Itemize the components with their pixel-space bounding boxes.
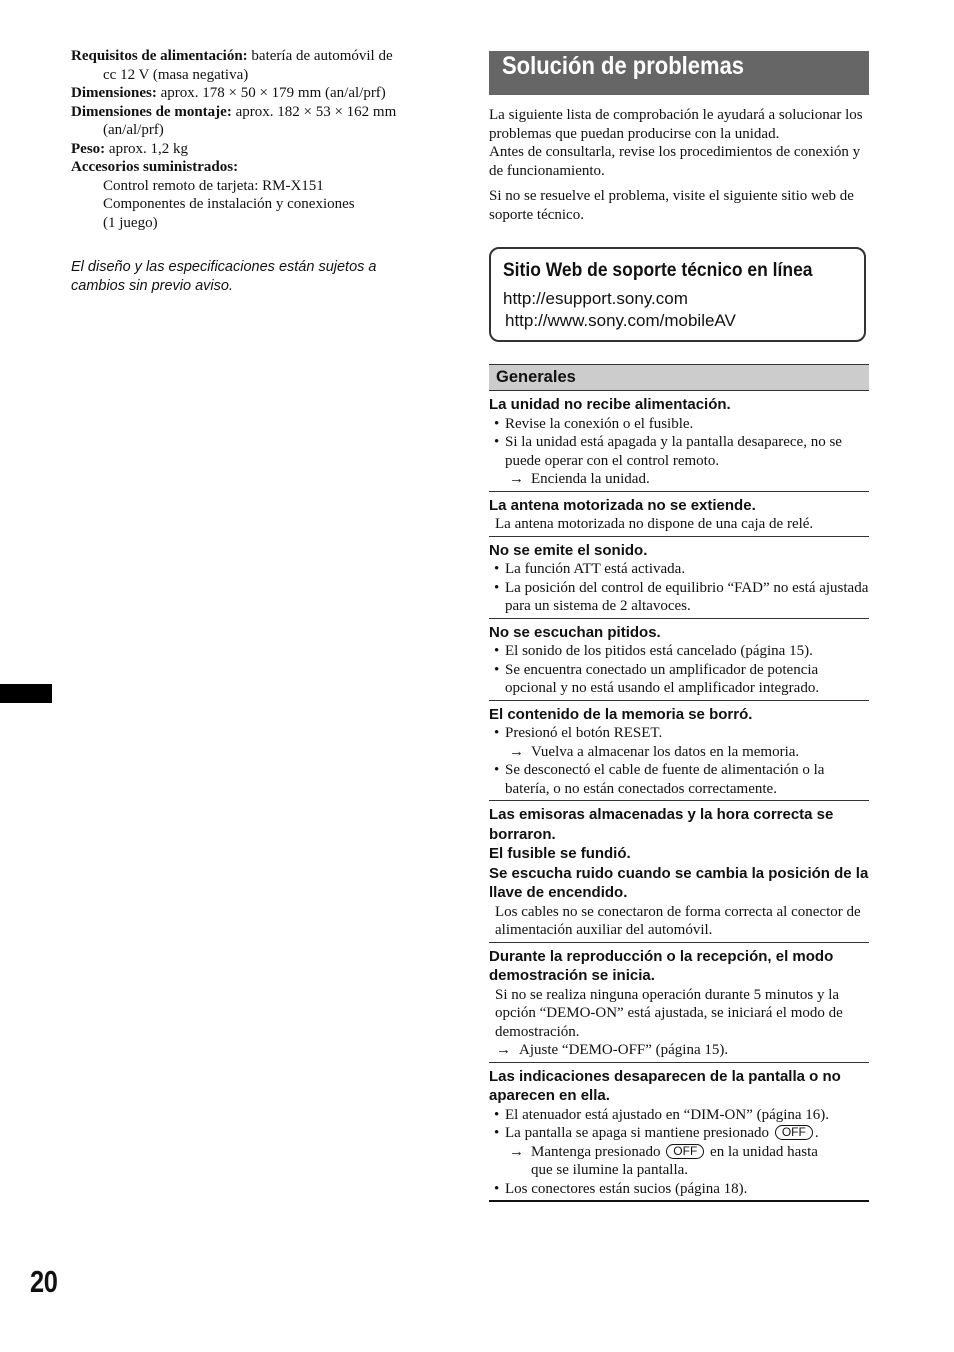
spec-mount-value-cont: (an/al/prf) xyxy=(103,122,164,138)
support-box-title xyxy=(503,259,852,283)
solution-bullet: • Presionó el botón RESET. xyxy=(489,724,869,743)
off-key-icon: OFF xyxy=(775,1125,813,1140)
solution-bullet: • Se encuentra conectado un amplificador de potencia opcional y no está usando el amplificador integrado. xyxy=(489,661,869,698)
action-text: Mantenga presionado xyxy=(531,1143,661,1160)
action-text: Ajuste “DEMO-OFF” (página 15). xyxy=(519,1042,729,1058)
intro-paragraph: Antes de consultarla, revise los procedimientos de conexión y de funcionamiento. xyxy=(489,144,861,179)
problem-description: Los cables no se conectaron de forma correcta al conector de alimentación auxiliar del automóvil. xyxy=(495,903,861,938)
problem-item xyxy=(489,1063,869,1203)
solution-bullet xyxy=(489,1124,869,1143)
accessory-item: Componentes de instalación y conexiones xyxy=(103,196,355,212)
arrow-icon: → xyxy=(509,743,524,760)
spec-power-value-cont: cc 12 V (masa negativa) xyxy=(103,66,249,83)
arrow-icon: → xyxy=(496,1042,511,1058)
spec-power xyxy=(71,47,441,66)
problem-title: No se emite el sonido. xyxy=(489,541,648,559)
spec-weight-value: aprox. 1,2 kg xyxy=(105,140,189,157)
solution-bullet: • El sonido de los pitidos está cancelado (página 15). xyxy=(489,642,869,661)
problem-title: Durante la reproducción o la recepción, el modo demostración se inicia. xyxy=(489,947,834,984)
problem-item xyxy=(489,391,869,492)
action-line xyxy=(489,743,869,762)
accessory-item: Control remoto de tarjeta: RM-X151 xyxy=(103,177,324,194)
problem-title: El contenido de la memoria se borró. xyxy=(489,705,753,723)
problem-title: No se escuchan pitidos. xyxy=(489,623,661,641)
spec-weight-label: Peso: xyxy=(71,140,106,157)
spec-weight xyxy=(71,140,441,159)
solution-text: La pantalla se apaga si mantiene presionado xyxy=(505,1125,770,1141)
action-line xyxy=(489,1143,869,1162)
mobileav-url-link[interactable]: http://www.sony.com/mobileAV xyxy=(505,311,736,330)
support-box-title-text: Sitio Web de soporte técnico en línea xyxy=(503,260,813,281)
off-key-icon: OFF xyxy=(666,1144,704,1159)
spec-accessories xyxy=(71,158,441,177)
problem-description: Si no se realiza ninguna operación durante 5 minutos y la opción “DEMO-ON” está ajustada, se iniciará el modo de demostración. xyxy=(495,986,843,1040)
spec-power-value: batería de automóvil de xyxy=(247,48,393,64)
action-line xyxy=(489,470,869,489)
specifications-block xyxy=(71,47,441,295)
section-title xyxy=(489,51,869,95)
arrow-icon: → xyxy=(509,471,524,487)
solution-bullet: • Se desconectó el cable de fuente de alimentación o la batería, o no están conectados correctamente. xyxy=(489,761,869,798)
problem-description: La antena motorizada no dispone de una caja de relé. xyxy=(495,516,814,532)
disclaimer xyxy=(71,258,441,295)
intro-paragraph: Si no se resuelve el problema, visite el siguiente sitio web de soporte técnico. xyxy=(489,188,854,223)
problem-title: Las indicaciones desaparecen de la pantalla o no aparecen en ella. xyxy=(489,1067,841,1104)
problem-title: Se escucha ruido cuando se cambia la posición de la llave de encendido. xyxy=(489,864,869,901)
spec-dimensions xyxy=(71,84,441,103)
problem-title: El fusible se fundió. xyxy=(489,845,631,862)
solution-bullet: • Revise la conexión o el fusible. xyxy=(489,415,869,434)
solution-bullet: • El atenuador está ajustado en “DIM-ON” (página 16). xyxy=(489,1106,869,1125)
problem-item xyxy=(489,701,869,802)
intro-paragraph: La siguiente lista de comprobación le ayudará a solucionar los problemas que puedan producirse con la unidad. xyxy=(489,107,863,142)
support-url-link[interactable]: http://esupport.sony.com xyxy=(503,289,688,308)
solution-bullet: • Si la unidad está apagada y la pantalla desaparece, no se puede operar con el control remoto. xyxy=(489,433,869,470)
problem-title: La antena motorizada no se extiende. xyxy=(489,496,756,514)
section-title-text: Solución de problemas xyxy=(502,52,745,80)
action-text: Vuelva a almacenar los datos en la memoria. xyxy=(531,743,800,760)
solution-bullet: • Los conectores están sucios (página 18). xyxy=(489,1180,869,1199)
spec-dimensions-value: aprox. 178 × 50 × 179 mm (an/al/prf) xyxy=(156,85,386,101)
problem-title: La unidad no recibe alimentación. xyxy=(489,396,731,413)
problem-item xyxy=(489,492,869,537)
problem-title: Las emisoras almacenadas y la hora correcta se borraron. xyxy=(489,806,834,843)
problem-item xyxy=(489,801,869,943)
troubleshooting-section xyxy=(489,51,869,1202)
disclaimer-line: cambios sin previo aviso. xyxy=(71,277,233,294)
accessory-item: (1 juego) xyxy=(103,214,158,231)
general-subsection-header: Generales xyxy=(489,364,869,391)
page-number: 20 xyxy=(30,1264,58,1299)
action-line xyxy=(489,1041,869,1060)
action-text-cont: que se ilumine la pantalla. xyxy=(531,1162,689,1178)
spec-mount-label: Dimensiones de montaje: xyxy=(71,103,232,120)
problem-item xyxy=(489,537,869,619)
language-tab-marker xyxy=(0,684,52,703)
support-website-box xyxy=(489,247,866,342)
intro-text xyxy=(489,106,869,224)
solution-text-end: . xyxy=(814,1125,819,1141)
spec-mount-value: aprox. 182 × 53 × 162 mm xyxy=(231,103,397,120)
solution-bullet: • La función ATT está activada. xyxy=(489,560,869,579)
disclaimer-line: El diseño y las especificaciones están sujetos a xyxy=(71,259,377,275)
spec-dimensions-label: Dimensiones: xyxy=(71,85,157,101)
action-text-end: en la unidad hasta xyxy=(710,1143,818,1160)
action-text: Encienda la unidad. xyxy=(531,471,650,487)
spec-accessories-label: Accesorios suministrados: xyxy=(71,159,239,175)
solution-bullet: • La posición del control de equilibrio “FAD” no está ajustada para un sistema de 2 altavoces. xyxy=(489,579,869,616)
arrow-icon: → xyxy=(509,1143,524,1160)
problem-item xyxy=(489,619,869,701)
problem-item xyxy=(489,943,869,1063)
spec-mount xyxy=(71,103,441,122)
spec-power-label: Requisitos de alimentación: xyxy=(71,48,248,64)
